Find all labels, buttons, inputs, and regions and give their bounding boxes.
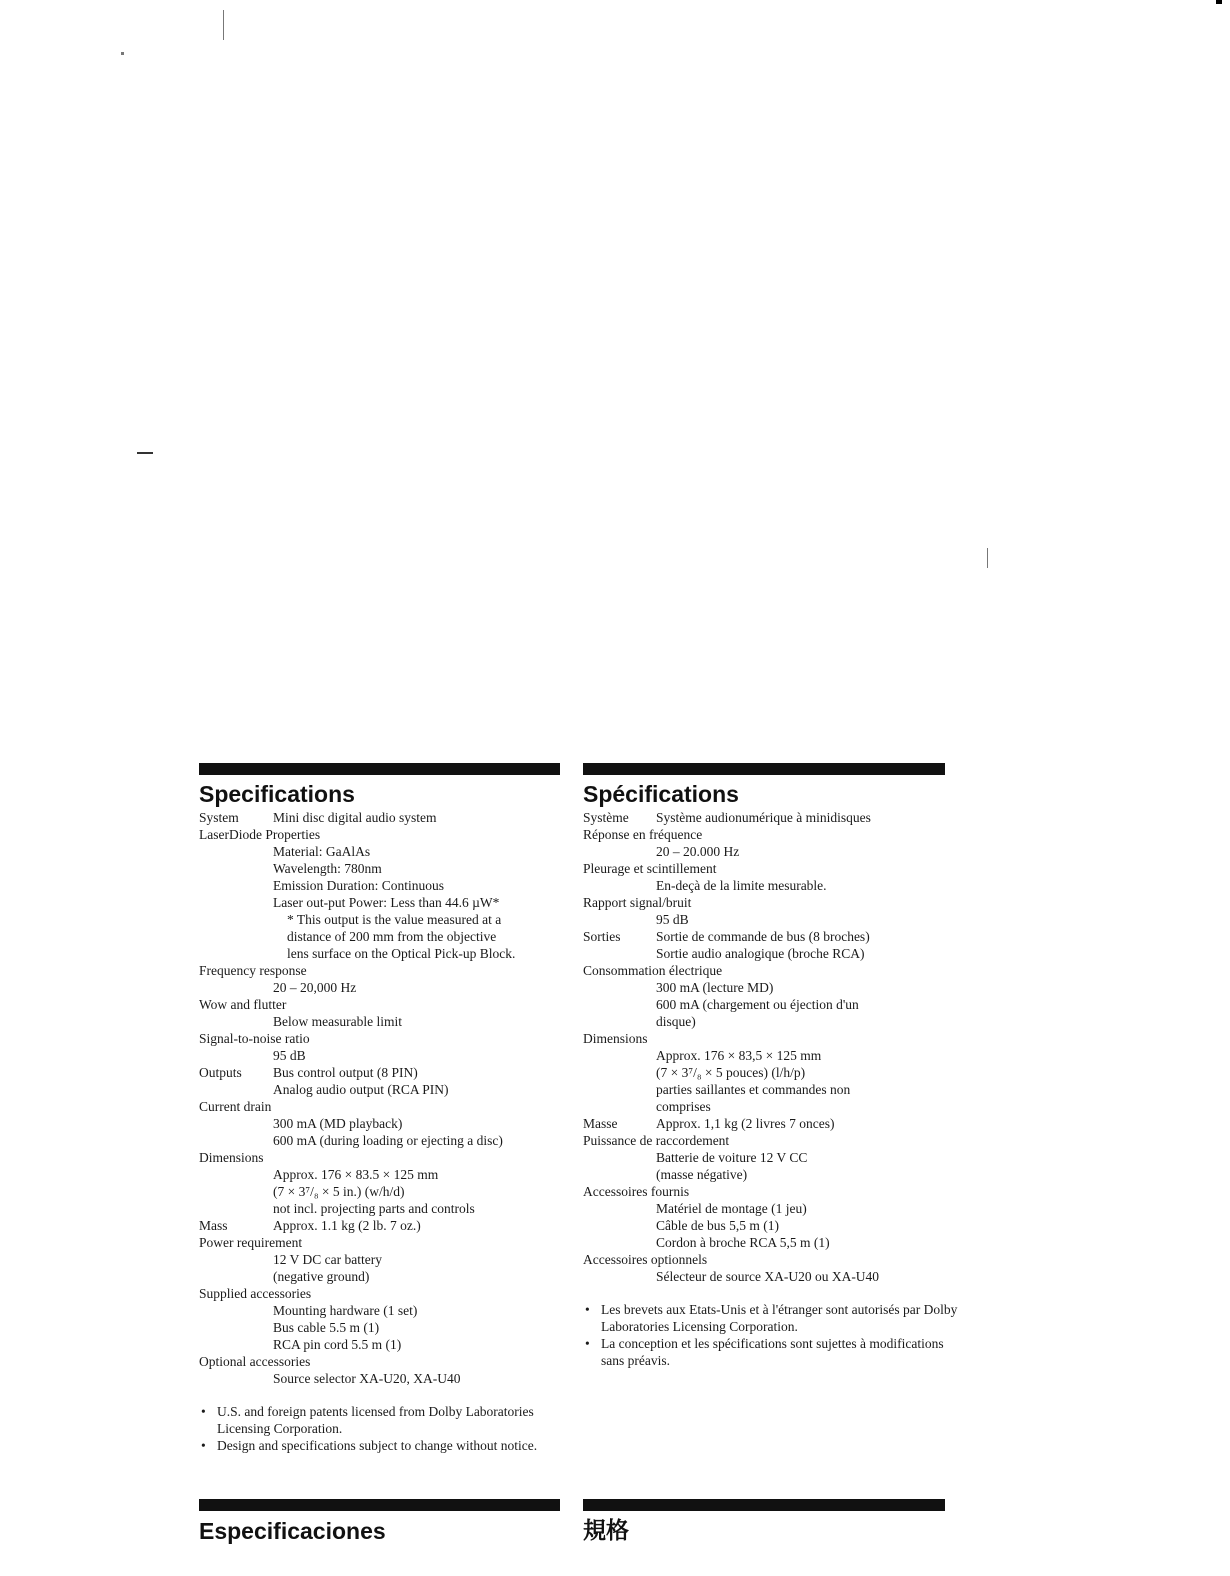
spec-row	[583, 1030, 958, 1047]
spec-row	[199, 945, 574, 962]
spec-value: En-deçà de la limite mesurable.	[656, 878, 827, 893]
spec-row	[199, 860, 574, 877]
spec-value: comprises	[656, 1099, 711, 1114]
spec-label: Accessoires fournis	[583, 1184, 690, 1199]
spec-row	[199, 1149, 574, 1166]
spec-row	[583, 1251, 958, 1268]
spec-value: Bus control output (8 PIN)	[273, 1065, 418, 1080]
spec-row	[583, 911, 958, 928]
spec-value: Wavelength: 780nm	[273, 861, 382, 876]
spec-row	[199, 1319, 574, 1336]
scan-speck	[987, 548, 988, 568]
spec-row	[199, 1336, 574, 1353]
spec-value: disque)	[656, 1014, 696, 1029]
spec-label: Pleurage et scintillement	[583, 861, 717, 876]
spec-value: Emission Duration: Continuous	[273, 878, 445, 893]
spec-row	[583, 877, 958, 894]
spec-label: Outputs	[199, 1065, 242, 1080]
spec-row	[199, 1302, 574, 1319]
spec-value: Mini disc digital audio system	[273, 810, 437, 825]
spec-row	[583, 843, 958, 860]
spec-value: Approx. 1.1 kg (2 lb. 7 oz.)	[273, 1218, 421, 1233]
notes-list	[583, 1301, 958, 1369]
spec-row	[583, 945, 958, 962]
spec-row	[199, 1251, 574, 1268]
note-bullet-item: • Design and specifications subject to change without notice.	[199, 1437, 574, 1454]
spec-row	[583, 1098, 958, 1115]
spec-row	[199, 1234, 574, 1251]
spec-value: (7 × 3⁷/₈ × 5 in.) (w/h/d)	[273, 1184, 405, 1199]
spec-row	[199, 877, 574, 894]
spec-value: 600 mA (during loading or ejecting a disc)	[273, 1133, 503, 1148]
spec-row	[199, 1217, 574, 1234]
spec-row	[199, 1132, 574, 1149]
spec-row	[583, 1200, 958, 1217]
scan-speck	[223, 10, 224, 40]
spec-row	[199, 979, 574, 996]
spec-row	[583, 1183, 958, 1200]
spec-label: Système	[583, 810, 629, 825]
spanish-specifications-heading: Especificaciones	[199, 1518, 386, 1544]
spec-label: Rapport signal/bruit	[583, 895, 692, 910]
spec-row	[199, 1098, 574, 1115]
spec-row	[199, 1047, 574, 1064]
spec-label: Frequency response	[199, 963, 307, 978]
spec-value: Approx. 176 × 83,5 × 125 mm	[656, 1048, 822, 1063]
spec-label: LaserDiode Properties	[199, 827, 321, 842]
spec-row	[583, 1166, 958, 1183]
spec-label: Consommation électrique	[583, 963, 723, 978]
spec-row	[199, 928, 574, 945]
spec-row	[199, 1200, 574, 1217]
french-specifications-heading: Spécifications	[583, 781, 739, 807]
spec-value: Sortie de commande de bus (8 broches)	[656, 929, 870, 944]
spec-label: Masse	[583, 1116, 618, 1131]
spec-label: Accessoires optionnels	[583, 1252, 708, 1267]
spec-value: parties saillantes et commandes non	[656, 1082, 851, 1097]
note-bullet-item: • U.S. and foreign patents licensed from Dolby Laboratories Licensing Corporation.	[199, 1403, 574, 1437]
spec-row	[583, 928, 958, 945]
spec-value: Sélecteur de source XA-U20 ou XA-U40	[656, 1269, 880, 1284]
english-specifications-heading: Specifications	[199, 781, 355, 807]
spec-label: Dimensions	[583, 1031, 648, 1046]
spec-label: Signal-to-noise ratio	[199, 1031, 310, 1046]
spec-label: Wow and flutter	[199, 997, 287, 1012]
section-divider-bar	[583, 763, 945, 775]
spec-label: Sorties	[583, 929, 621, 944]
spec-value: 300 mA (MD playback)	[273, 1116, 403, 1131]
spec-row	[199, 1064, 574, 1081]
notes-list	[199, 1403, 574, 1454]
spec-row	[199, 1081, 574, 1098]
spec-value: Source selector XA-U20, XA-U40	[273, 1371, 461, 1386]
spec-label: Supplied accessories	[199, 1286, 312, 1301]
spec-row	[199, 1370, 574, 1387]
spec-row	[583, 1013, 958, 1030]
spec-value: (7 × 3⁷/₈ × 5 pouces) (l/h/p)	[656, 1065, 806, 1080]
note-bullet-item: • La conception et les spécifications sont sujettes à modifications sans préavis.	[583, 1335, 958, 1369]
spec-value: Système audionumérique à minidisques	[656, 810, 871, 825]
spec-value: Mounting hardware (1 set)	[273, 1303, 418, 1318]
spec-row	[583, 1081, 958, 1098]
spec-row	[199, 826, 574, 843]
spec-label: System	[199, 810, 239, 825]
spec-value: Below measurable limit	[273, 1014, 402, 1029]
spec-row	[199, 1115, 574, 1132]
spec-row	[199, 1268, 574, 1285]
spec-row	[199, 1285, 574, 1302]
section-divider-bar	[583, 1499, 945, 1511]
spec-row	[199, 1013, 574, 1030]
spec-value: RCA pin cord 5.5 m (1)	[273, 1337, 402, 1352]
spec-row	[199, 1183, 574, 1200]
spec-row	[583, 979, 958, 996]
spec-row	[199, 911, 574, 928]
spec-value: Approx. 176 × 83.5 × 125 mm	[273, 1167, 439, 1182]
scan-speck	[121, 52, 124, 55]
spec-row	[583, 809, 958, 826]
spec-row	[199, 894, 574, 911]
spec-row	[583, 1115, 958, 1132]
spec-label: Power requirement	[199, 1235, 303, 1250]
spec-value: * This output is the value measured at a	[287, 912, 502, 927]
spec-row	[583, 826, 958, 843]
spec-value: (masse négative)	[656, 1167, 748, 1182]
spec-label: Mass	[199, 1218, 228, 1233]
french-specifications-list	[583, 809, 958, 1369]
spec-value: Analog audio output (RCA PIN)	[273, 1082, 449, 1097]
spec-value: Matériel de montage (1 jeu)	[656, 1201, 807, 1216]
spec-label: Puissance de raccordement	[583, 1133, 730, 1148]
spec-value: 20 – 20.000 Hz	[656, 844, 740, 859]
spec-row	[583, 1268, 958, 1285]
spec-value: Cordon à broche RCA 5,5 m (1)	[656, 1235, 830, 1250]
spec-label: Current drain	[199, 1099, 272, 1114]
spec-value: 300 mA (lecture MD)	[656, 980, 774, 995]
scan-speck	[137, 452, 153, 454]
spec-value: Câble de bus 5,5 m (1)	[656, 1218, 779, 1233]
chinese-specifications-heading: 規格	[583, 1518, 629, 1544]
spec-value: Material: GaAlAs	[273, 844, 371, 859]
spec-row	[199, 843, 574, 860]
note-bullet-item: • Les brevets aux Etats-Unis et à l'étranger sont autorisés par Dolby Laboratories Licensing Corporation.	[583, 1301, 958, 1335]
spec-value: Batterie de voiture 12 V CC	[656, 1150, 808, 1165]
spec-row	[199, 962, 574, 979]
spec-row	[583, 1149, 958, 1166]
spec-row	[583, 1047, 958, 1064]
spec-value: Bus cable 5.5 m (1)	[273, 1320, 380, 1335]
spec-value: Approx. 1,1 kg (2 livres 7 onces)	[656, 1116, 835, 1131]
section-divider-bar	[199, 1499, 560, 1511]
spec-label: Réponse en fréquence	[583, 827, 703, 842]
spec-row	[583, 962, 958, 979]
spec-value: 95 dB	[656, 912, 689, 927]
section-divider-bar	[199, 763, 560, 775]
spec-row	[199, 996, 574, 1013]
spec-label: Dimensions	[199, 1150, 264, 1165]
spec-row	[199, 1166, 574, 1183]
spec-row	[583, 860, 958, 877]
spec-value: Sortie audio analogique (broche RCA)	[656, 946, 865, 961]
spec-value: not incl. projecting parts and controls	[273, 1201, 475, 1216]
spec-row	[583, 1064, 958, 1081]
spec-row	[583, 1234, 958, 1251]
spec-row	[199, 1353, 574, 1370]
scan-speck	[1216, 0, 1222, 4]
spec-value: (negative ground)	[273, 1269, 370, 1284]
spec-value: 95 dB	[273, 1048, 306, 1063]
spec-value: 600 mA (chargement ou éjection d'un	[656, 997, 859, 1012]
english-specifications-list	[199, 809, 574, 1454]
spec-row	[583, 894, 958, 911]
spec-value: Laser out-put Power: Less than 44.6 µW*	[273, 895, 500, 910]
spec-row	[583, 1132, 958, 1149]
spec-value: lens surface on the Optical Pick-up Block.	[287, 946, 516, 961]
spec-label: Optional accessories	[199, 1354, 311, 1369]
spec-row	[199, 809, 574, 826]
spec-row	[583, 1217, 958, 1234]
spec-value: 12 V DC car battery	[273, 1252, 382, 1267]
spec-value: 20 – 20,000 Hz	[273, 980, 357, 995]
spec-value: distance of 200 mm from the objective	[287, 929, 497, 944]
spec-row	[199, 1030, 574, 1047]
spec-row	[583, 996, 958, 1013]
